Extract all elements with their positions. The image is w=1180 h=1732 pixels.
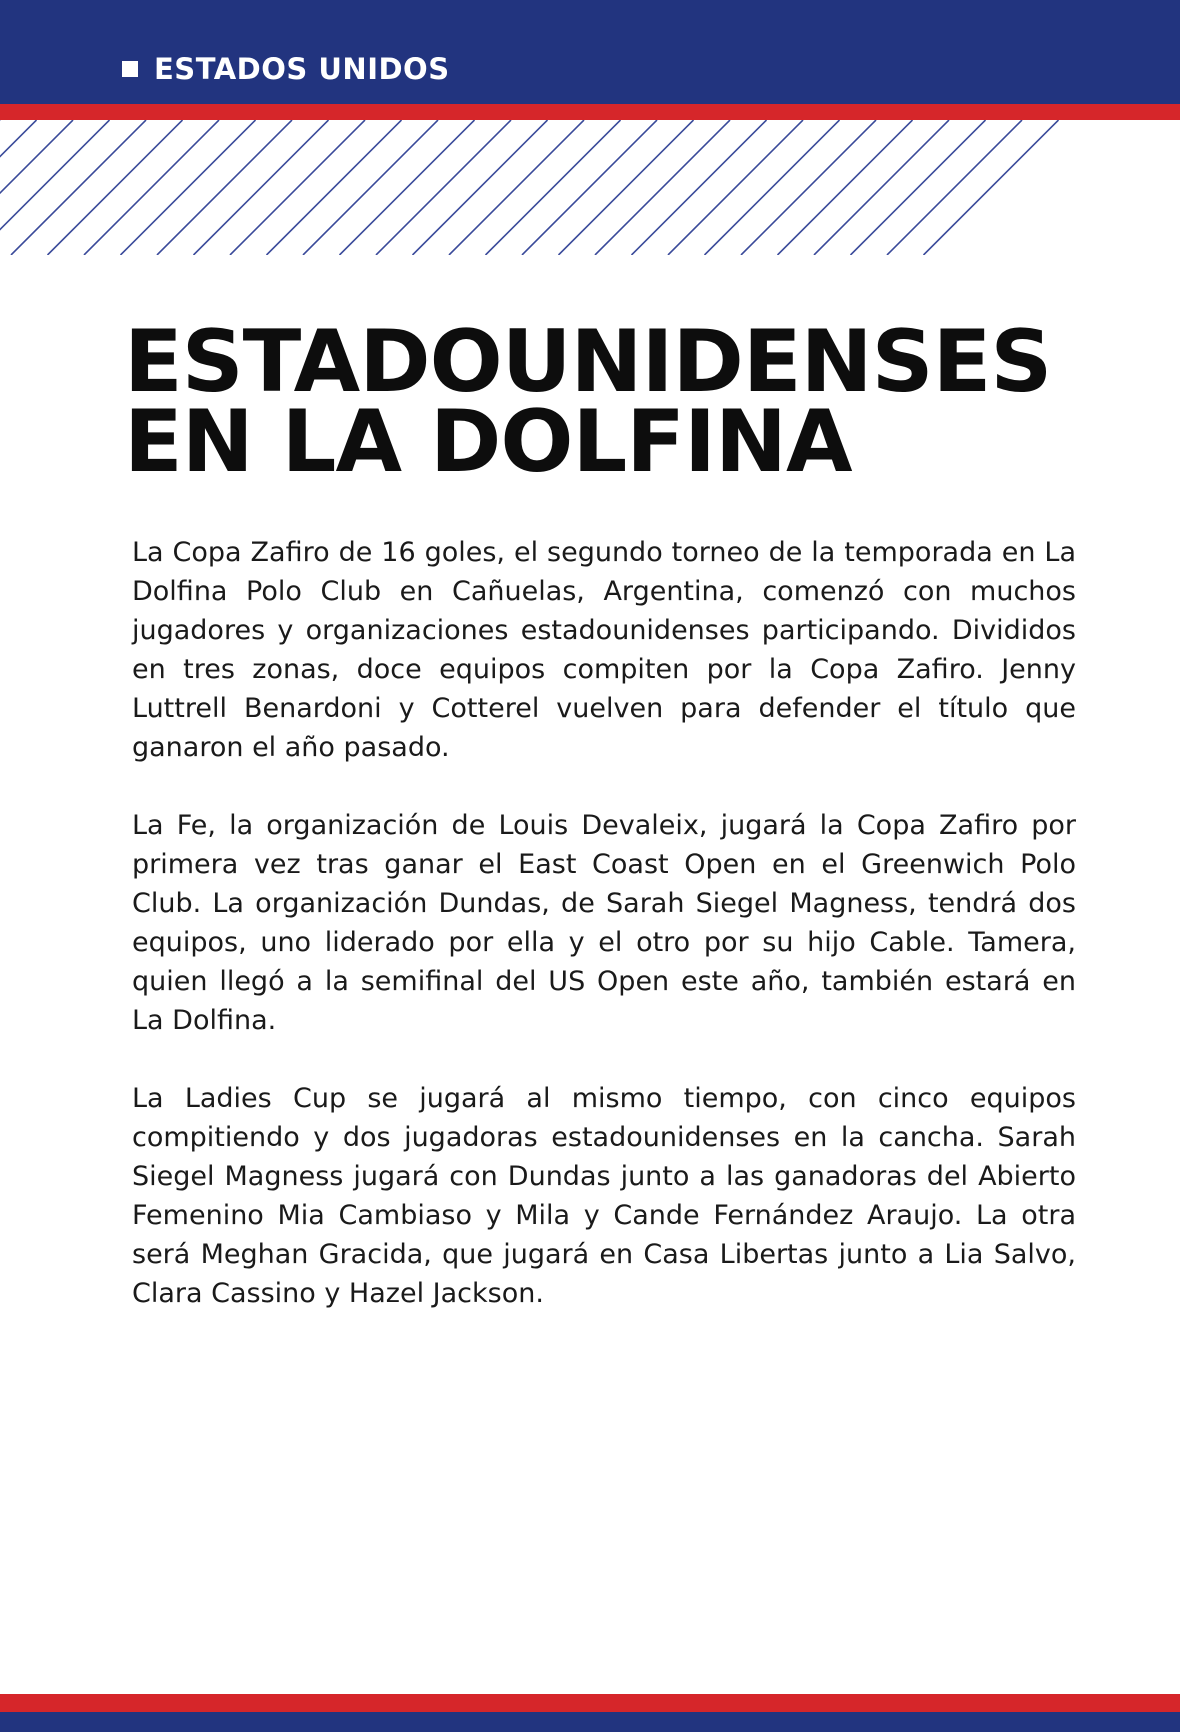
article-paragraph-1: La Copa Zafiro de 16 goles, el segundo torneo de la temporada en La Dolfina Polo Club en Cañuelas, Argentina, comenzó con muchos jugadores y organizaciones estadounidenses participando. Divididos en tres zonas, doce equipos compiten por la Copa Zafiro. Jenny Luttrell Benardoni y Cotterel vuelven para defender el título que ganaron el año pasado.	[132, 537, 1076, 763]
article-paragraph-2: La Fe, la organización de Louis Devaleix, jugará la Copa Zafiro por primera vez tras ganar el East Coast Open en el Greenwich Polo Club. La organización Dundas, de Sarah Siegel Magness, tendrá dos equipos, uno liderado por ella y el otro por su hijo Cable. Tamera, quien llegó a la semifinal del US Open este año, también estará en La Dolfina.	[132, 810, 1076, 1036]
section-label	[122, 52, 450, 86]
hatch-line	[48, 120, 183, 255]
hatch-line	[194, 120, 329, 255]
hatch-line	[11, 120, 146, 255]
hatch-line	[84, 120, 219, 255]
hatch-line	[267, 120, 402, 255]
article-body	[132, 533, 1076, 1352]
hatch-line	[230, 120, 365, 255]
article-paragraph-3: La Ladies Cup se jugará al mismo tiempo, con cinco equipos compitiendo y dos jugadoras estadounidenses en la cancha. Sarah Siegel Magness jugará con Dundas junto a las ganadoras del Abierto Femenino Mia Cambiaso y Mila y Cande Fernández Araujo. La otra será Meghan Gracida, que jugará en Casa Libertas junto a Lia Salvo, Clara Cassino y Hazel Jackson.	[132, 1083, 1076, 1309]
hatch-line	[778, 120, 913, 255]
hatch-line	[303, 120, 438, 255]
hatch-line	[0, 120, 73, 255]
hatch-line	[449, 120, 584, 255]
hatch-line	[376, 120, 511, 255]
header-red-stripe	[0, 104, 1180, 120]
hatch-line	[595, 120, 730, 255]
square-bullet-icon	[122, 61, 138, 77]
footer-band	[0, 1712, 1180, 1732]
footer-red-stripe	[0, 1694, 1180, 1712]
hatch-line	[340, 120, 475, 255]
section-label-text: ESTADOS UNIDOS	[154, 52, 450, 86]
hatch-line	[851, 120, 986, 255]
hatch-line	[522, 120, 657, 255]
hatch-line	[121, 120, 256, 255]
article-title-line-1: ESTADOUNIDENSES	[124, 312, 1052, 412]
hatch-line	[668, 120, 803, 255]
hatch-line	[632, 120, 767, 255]
hatch-line	[887, 120, 1022, 255]
article-title-line-2: EN LA DOLFINA	[124, 392, 852, 492]
hatch-line	[413, 120, 548, 255]
hatch-line	[741, 120, 876, 255]
hatch-line	[157, 120, 292, 255]
article-title	[124, 312, 1052, 492]
hatch-line	[705, 120, 840, 255]
diagonal-hatch-pattern	[0, 120, 1180, 255]
hatch-line	[559, 120, 694, 255]
hatch-line	[924, 120, 1059, 255]
hatch-line	[814, 120, 949, 255]
hatch-line	[486, 120, 621, 255]
